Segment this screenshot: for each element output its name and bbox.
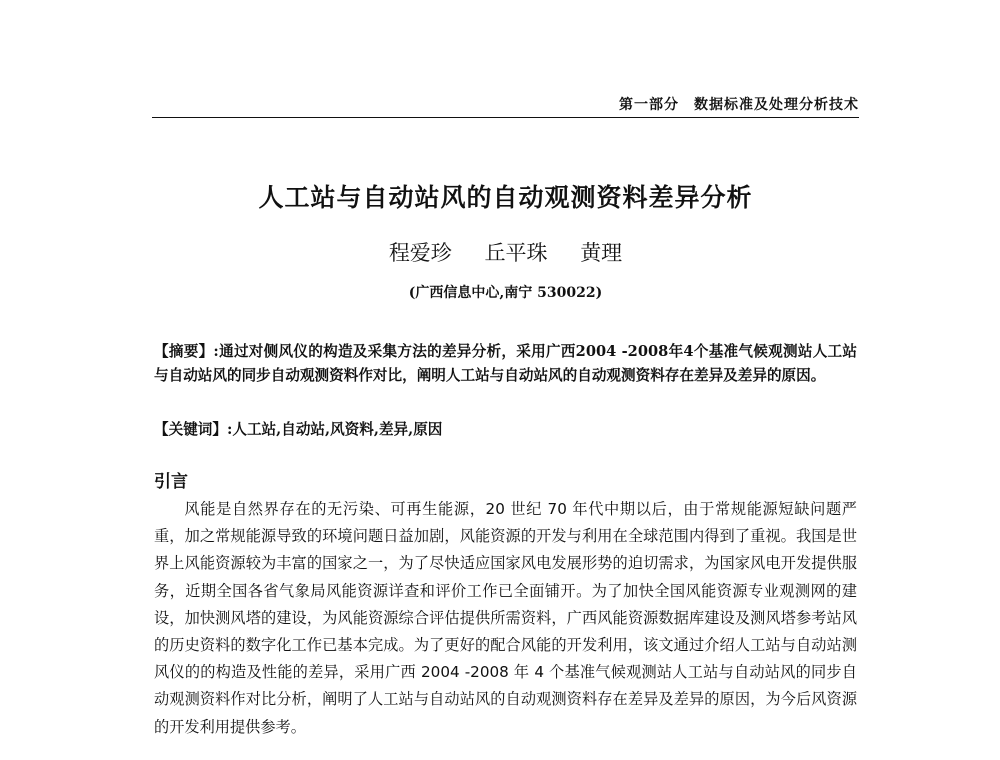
abstract-text: 通过对侧风仪的构造及采集方法的差异分析，采用广西2004 -2008年4个基准气候观测站人工站与自动站风的同步自动观测资料作对比，阐明人工站与自动站风的自动观测资料存在差异及差异的原因。 [154,343,858,384]
author-name: 程爱珍 [388,241,452,265]
author-name: 丘平珠 [484,241,548,265]
keywords-text: 人工站,自动站,风资料,差异,原因 [232,421,443,438]
affiliation: (广西信息中心,南宁 530022) [408,285,603,301]
author-list [152,240,859,266]
keywords-label: 【关键词】: [154,421,233,438]
running-header: 第一部分 数据标准及处理分析技术 [619,97,859,113]
author-name: 黄理 [580,241,623,265]
abstract [154,340,857,387]
abstract-label: 【摘要】: [154,343,219,360]
keywords [154,418,857,441]
section-heading: 引言 [154,472,188,492]
paper-title: 人工站与自动站风的自动观测资料差异分析 [258,183,753,212]
header-rule [152,117,859,118]
intro-paragraph: 风能是自然界存在的无污染、可再生能源，20 世纪 70 年代中期以后，由于常规能源短缺问题严重，加之常规能源导致的环境问题日益加剧，风能资源的开发与利用在全球范围内得到了重视。我国是世界上风能资源较为丰富的国家之一，为了尽快适应国家风电发展形势的迫切需求，为国家风电开发提供服务，近期全国各省气象局风能资源详查和评价工作已全面铺开。为了加快全国风能资源专业观测网的建设，加快测风塔的建设，为风能资源综合评估提供所需资料，广西风能资源数据库建设及测风塔参考站风的历史资料的数字化工作已基本完成。为了更好的配合风能的开发利用，该文通过介绍人工站与自动站测风仪的的构造及性能的差异，采用广西 2004 -2008 年 4 个基准气候观测站人工站与自动站风的同步自动观测资料作对比分析，阐明了人工站与自动站风的自动观测资料存在差异及差异的原因，为今后风资源的开发利用提供参考。 [154,500,857,736]
